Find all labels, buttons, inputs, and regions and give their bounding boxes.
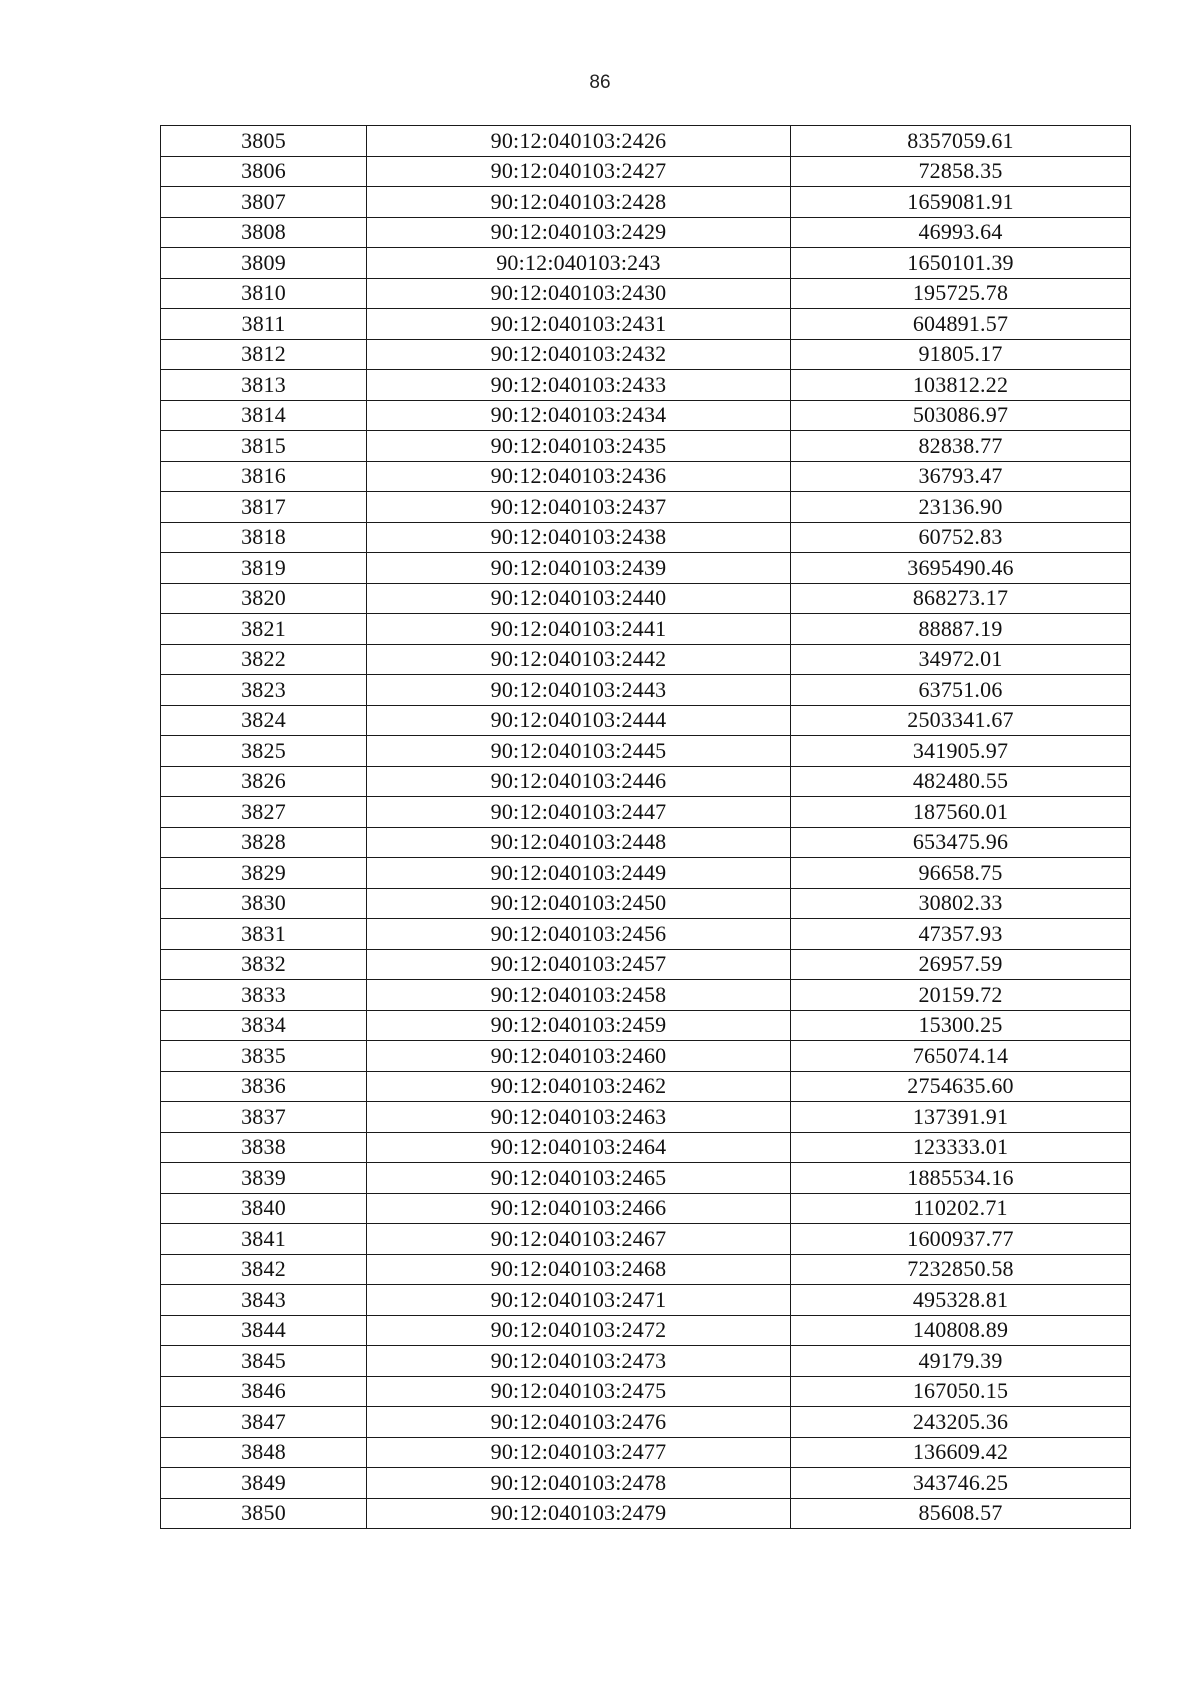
cadastral-number-cell: 90:12:040103:2440 bbox=[367, 583, 791, 614]
value-cell: 36793.47 bbox=[791, 461, 1131, 492]
value-cell: 8357059.61 bbox=[791, 126, 1131, 157]
table-row bbox=[161, 1102, 1131, 1133]
row-number-cell: 3834 bbox=[161, 1010, 367, 1041]
row-number-cell: 3816 bbox=[161, 461, 367, 492]
table-row bbox=[161, 492, 1131, 523]
value-cell: 187560.01 bbox=[791, 797, 1131, 828]
table-row bbox=[161, 431, 1131, 462]
row-number-cell: 3829 bbox=[161, 858, 367, 889]
value-cell: 868273.17 bbox=[791, 583, 1131, 614]
table-row bbox=[161, 919, 1131, 950]
cadastral-number-cell: 90:12:040103:2475 bbox=[367, 1376, 791, 1407]
table-row bbox=[161, 248, 1131, 279]
cadastral-number-cell: 90:12:040103:2433 bbox=[367, 370, 791, 401]
table-row bbox=[161, 1071, 1131, 1102]
row-number-cell: 3809 bbox=[161, 248, 367, 279]
value-cell: 123333.01 bbox=[791, 1132, 1131, 1163]
table-row bbox=[161, 1041, 1131, 1072]
row-number-cell: 3835 bbox=[161, 1041, 367, 1072]
cadastral-number-cell: 90:12:040103:2450 bbox=[367, 888, 791, 919]
table-row bbox=[161, 1193, 1131, 1224]
row-number-cell: 3820 bbox=[161, 583, 367, 614]
table-row bbox=[161, 522, 1131, 553]
cadastral-number-cell: 90:12:040103:2432 bbox=[367, 339, 791, 370]
cadastral-number-cell: 90:12:040103:2468 bbox=[367, 1254, 791, 1285]
value-cell: 1659081.91 bbox=[791, 187, 1131, 218]
row-number-cell: 3807 bbox=[161, 187, 367, 218]
table-row bbox=[161, 1437, 1131, 1468]
table-row bbox=[161, 278, 1131, 309]
cadastral-number-cell: 90:12:040103:2463 bbox=[367, 1102, 791, 1133]
cadastral-number-cell: 90:12:040103:2428 bbox=[367, 187, 791, 218]
cadastral-number-cell: 90:12:040103:2464 bbox=[367, 1132, 791, 1163]
table-row bbox=[161, 736, 1131, 767]
value-cell: 47357.93 bbox=[791, 919, 1131, 950]
row-number-cell: 3850 bbox=[161, 1498, 367, 1529]
value-cell: 23136.90 bbox=[791, 492, 1131, 523]
row-number-cell: 3841 bbox=[161, 1224, 367, 1255]
row-number-cell: 3811 bbox=[161, 309, 367, 340]
value-cell: 15300.25 bbox=[791, 1010, 1131, 1041]
cadastral-table bbox=[160, 125, 1131, 1529]
row-number-cell: 3833 bbox=[161, 980, 367, 1011]
table-row bbox=[161, 1468, 1131, 1499]
value-cell: 2754635.60 bbox=[791, 1071, 1131, 1102]
value-cell: 110202.71 bbox=[791, 1193, 1131, 1224]
table-row bbox=[161, 1224, 1131, 1255]
cadastral-number-cell: 90:12:040103:2444 bbox=[367, 705, 791, 736]
row-number-cell: 3825 bbox=[161, 736, 367, 767]
table-row bbox=[161, 339, 1131, 370]
value-cell: 46993.64 bbox=[791, 217, 1131, 248]
table-row bbox=[161, 797, 1131, 828]
value-cell: 88887.19 bbox=[791, 614, 1131, 645]
cadastral-number-cell: 90:12:040103:2429 bbox=[367, 217, 791, 248]
table-row bbox=[161, 1285, 1131, 1316]
value-cell: 343746.25 bbox=[791, 1468, 1131, 1499]
table-row bbox=[161, 1498, 1131, 1529]
cadastral-number-cell: 90:12:040103:2449 bbox=[367, 858, 791, 889]
row-number-cell: 3831 bbox=[161, 919, 367, 950]
value-cell: 495328.81 bbox=[791, 1285, 1131, 1316]
value-cell: 136609.42 bbox=[791, 1437, 1131, 1468]
value-cell: 604891.57 bbox=[791, 309, 1131, 340]
table-row bbox=[161, 126, 1131, 157]
table-row bbox=[161, 949, 1131, 980]
page-number: 86 bbox=[589, 72, 611, 93]
row-number-cell: 3827 bbox=[161, 797, 367, 828]
table-row bbox=[161, 156, 1131, 187]
value-cell: 72858.35 bbox=[791, 156, 1131, 187]
cadastral-number-cell: 90:12:040103:2466 bbox=[367, 1193, 791, 1224]
cadastral-number-cell: 90:12:040103:2459 bbox=[367, 1010, 791, 1041]
cadastral-number-cell: 90:12:040103:2431 bbox=[367, 309, 791, 340]
cadastral-number-cell: 90:12:040103:2438 bbox=[367, 522, 791, 553]
table-row bbox=[161, 1163, 1131, 1194]
row-number-cell: 3842 bbox=[161, 1254, 367, 1285]
table-row bbox=[161, 187, 1131, 218]
table-row bbox=[161, 1407, 1131, 1438]
value-cell: 103812.22 bbox=[791, 370, 1131, 401]
row-number-cell: 3814 bbox=[161, 400, 367, 431]
value-cell: 653475.96 bbox=[791, 827, 1131, 858]
cadastral-number-cell: 90:12:040103:2434 bbox=[367, 400, 791, 431]
value-cell: 167050.15 bbox=[791, 1376, 1131, 1407]
value-cell: 96658.75 bbox=[791, 858, 1131, 889]
value-cell: 503086.97 bbox=[791, 400, 1131, 431]
row-number-cell: 3846 bbox=[161, 1376, 367, 1407]
value-cell: 1885534.16 bbox=[791, 1163, 1131, 1194]
value-cell: 20159.72 bbox=[791, 980, 1131, 1011]
row-number-cell: 3830 bbox=[161, 888, 367, 919]
row-number-cell: 3836 bbox=[161, 1071, 367, 1102]
value-cell: 195725.78 bbox=[791, 278, 1131, 309]
row-number-cell: 3823 bbox=[161, 675, 367, 706]
value-cell: 341905.97 bbox=[791, 736, 1131, 767]
cadastral-number-cell: 90:12:040103:2465 bbox=[367, 1163, 791, 1194]
table-row bbox=[161, 1132, 1131, 1163]
row-number-cell: 3845 bbox=[161, 1346, 367, 1377]
cadastral-number-cell: 90:12:040103:2430 bbox=[367, 278, 791, 309]
row-number-cell: 3817 bbox=[161, 492, 367, 523]
table-row bbox=[161, 461, 1131, 492]
table-row bbox=[161, 675, 1131, 706]
cadastral-number-cell: 90:12:040103:2476 bbox=[367, 1407, 791, 1438]
row-number-cell: 3840 bbox=[161, 1193, 367, 1224]
value-cell: 34972.01 bbox=[791, 644, 1131, 675]
row-number-cell: 3838 bbox=[161, 1132, 367, 1163]
table-row bbox=[161, 553, 1131, 584]
value-cell: 49179.39 bbox=[791, 1346, 1131, 1377]
table-row bbox=[161, 1254, 1131, 1285]
table-row bbox=[161, 309, 1131, 340]
value-cell: 3695490.46 bbox=[791, 553, 1131, 584]
table-row bbox=[161, 1376, 1131, 1407]
row-number-cell: 3849 bbox=[161, 1468, 367, 1499]
table-row bbox=[161, 1010, 1131, 1041]
row-number-cell: 3815 bbox=[161, 431, 367, 462]
cadastral-number-cell: 90:12:040103:2435 bbox=[367, 431, 791, 462]
row-number-cell: 3839 bbox=[161, 1163, 367, 1194]
cadastral-number-cell: 90:12:040103:2448 bbox=[367, 827, 791, 858]
cadastral-number-cell: 90:12:040103:2427 bbox=[367, 156, 791, 187]
table-row bbox=[161, 370, 1131, 401]
table-row bbox=[161, 766, 1131, 797]
cadastral-number-cell: 90:12:040103:2462 bbox=[367, 1071, 791, 1102]
table-row bbox=[161, 614, 1131, 645]
value-cell: 140808.89 bbox=[791, 1315, 1131, 1346]
row-number-cell: 3818 bbox=[161, 522, 367, 553]
row-number-cell: 3848 bbox=[161, 1437, 367, 1468]
cadastral-number-cell: 90:12:040103:2457 bbox=[367, 949, 791, 980]
cadastral-number-cell: 90:12:040103:2441 bbox=[367, 614, 791, 645]
cadastral-number-cell: 90:12:040103:2477 bbox=[367, 1437, 791, 1468]
value-cell: 7232850.58 bbox=[791, 1254, 1131, 1285]
table-row bbox=[161, 827, 1131, 858]
value-cell: 243205.36 bbox=[791, 1407, 1131, 1438]
value-cell: 137391.91 bbox=[791, 1102, 1131, 1133]
value-cell: 91805.17 bbox=[791, 339, 1131, 370]
row-number-cell: 3805 bbox=[161, 126, 367, 157]
value-cell: 60752.83 bbox=[791, 522, 1131, 553]
value-cell: 765074.14 bbox=[791, 1041, 1131, 1072]
row-number-cell: 3824 bbox=[161, 705, 367, 736]
table-row bbox=[161, 980, 1131, 1011]
cadastral-number-cell: 90:12:040103:2446 bbox=[367, 766, 791, 797]
row-number-cell: 3806 bbox=[161, 156, 367, 187]
value-cell: 82838.77 bbox=[791, 431, 1131, 462]
row-number-cell: 3828 bbox=[161, 827, 367, 858]
table-row bbox=[161, 705, 1131, 736]
table-row bbox=[161, 1346, 1131, 1377]
cadastral-number-cell: 90:12:040103:2443 bbox=[367, 675, 791, 706]
cadastral-number-cell: 90:12:040103:2479 bbox=[367, 1498, 791, 1529]
cadastral-number-cell: 90:12:040103:2467 bbox=[367, 1224, 791, 1255]
table-row bbox=[161, 400, 1131, 431]
value-cell: 482480.55 bbox=[791, 766, 1131, 797]
value-cell: 1650101.39 bbox=[791, 248, 1131, 279]
cadastral-number-cell: 90:12:040103:2439 bbox=[367, 553, 791, 584]
row-number-cell: 3837 bbox=[161, 1102, 367, 1133]
cadastral-number-cell: 90:12:040103:2426 bbox=[367, 126, 791, 157]
row-number-cell: 3808 bbox=[161, 217, 367, 248]
row-number-cell: 3822 bbox=[161, 644, 367, 675]
cadastral-number-cell: 90:12:040103:2445 bbox=[367, 736, 791, 767]
value-cell: 1600937.77 bbox=[791, 1224, 1131, 1255]
cadastral-number-cell: 90:12:040103:2437 bbox=[367, 492, 791, 523]
cadastral-number-cell: 90:12:040103:2460 bbox=[367, 1041, 791, 1072]
table-row bbox=[161, 858, 1131, 889]
row-number-cell: 3826 bbox=[161, 766, 367, 797]
cadastral-number-cell: 90:12:040103:2473 bbox=[367, 1346, 791, 1377]
table-row bbox=[161, 1315, 1131, 1346]
cadastral-number-cell: 90:12:040103:2456 bbox=[367, 919, 791, 950]
table-row bbox=[161, 644, 1131, 675]
value-cell: 30802.33 bbox=[791, 888, 1131, 919]
cadastral-number-cell: 90:12:040103:243 bbox=[367, 248, 791, 279]
value-cell: 63751.06 bbox=[791, 675, 1131, 706]
table-row bbox=[161, 217, 1131, 248]
cadastral-number-cell: 90:12:040103:2472 bbox=[367, 1315, 791, 1346]
table-row bbox=[161, 888, 1131, 919]
cadastral-number-cell: 90:12:040103:2436 bbox=[367, 461, 791, 492]
value-cell: 26957.59 bbox=[791, 949, 1131, 980]
cadastral-number-cell: 90:12:040103:2442 bbox=[367, 644, 791, 675]
value-cell: 2503341.67 bbox=[791, 705, 1131, 736]
row-number-cell: 3810 bbox=[161, 278, 367, 309]
cadastral-number-cell: 90:12:040103:2458 bbox=[367, 980, 791, 1011]
cadastral-number-cell: 90:12:040103:2447 bbox=[367, 797, 791, 828]
table-body bbox=[161, 126, 1131, 1529]
row-number-cell: 3819 bbox=[161, 553, 367, 584]
row-number-cell: 3812 bbox=[161, 339, 367, 370]
cadastral-number-cell: 90:12:040103:2471 bbox=[367, 1285, 791, 1316]
row-number-cell: 3844 bbox=[161, 1315, 367, 1346]
row-number-cell: 3821 bbox=[161, 614, 367, 645]
row-number-cell: 3843 bbox=[161, 1285, 367, 1316]
value-cell: 85608.57 bbox=[791, 1498, 1131, 1529]
row-number-cell: 3847 bbox=[161, 1407, 367, 1438]
table-row bbox=[161, 583, 1131, 614]
row-number-cell: 3813 bbox=[161, 370, 367, 401]
row-number-cell: 3832 bbox=[161, 949, 367, 980]
cadastral-number-cell: 90:12:040103:2478 bbox=[367, 1468, 791, 1499]
